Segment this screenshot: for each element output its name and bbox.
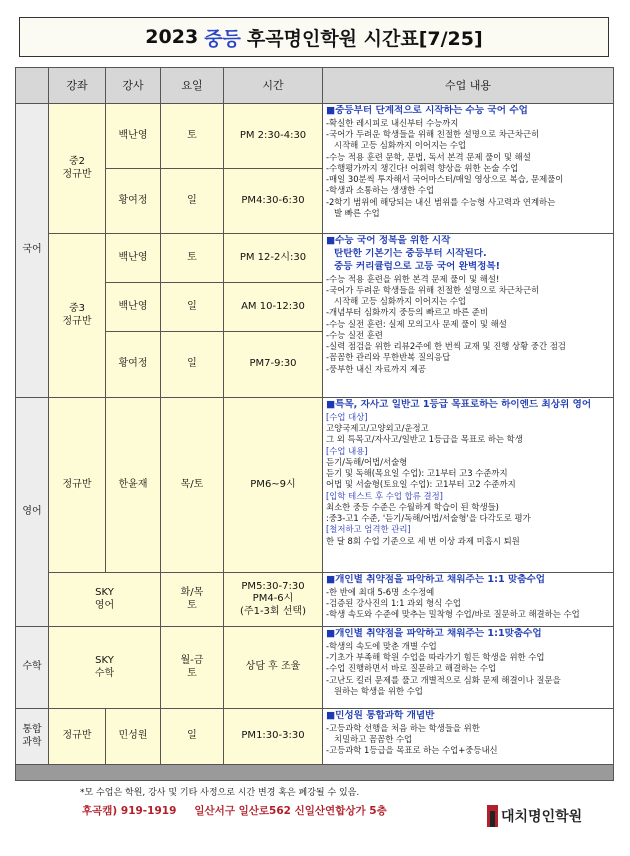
- content-line: -매일 30분씩 투자해서 국어마스터/매일 영상으로 복습, 문제풀이: [326, 174, 564, 185]
- content-line: 시작해 고등 심화까지 이어지는 수업: [334, 140, 467, 151]
- content-line: :중3-고1 수준, '듣기/독해/어법/서술형'을 다각도로 평가: [326, 513, 531, 524]
- course-science-regular: 정규반: [49, 709, 106, 765]
- header-teacher: 강사: [106, 68, 161, 104]
- content-line: ■특목, 자사고 일반고 1등급 목표로하는 하이엔드 최상위 영어: [326, 399, 592, 410]
- contact-info: [82, 803, 387, 818]
- time-cell: PM6~9시: [224, 398, 323, 573]
- content-english-regular: [323, 398, 614, 573]
- header-blank: [16, 68, 49, 104]
- logo-text: 대치명인학원: [501, 809, 583, 825]
- content-line: -2학기 범위에 해당되는 내신 범위를 수능형 사고력과 연계하는: [326, 196, 556, 207]
- content-line: 탄탄한 기본기는 중등부터 시작된다.: [334, 247, 487, 259]
- time-cell: PM5:30-7:30 PM4-6시 (주1-3회 선택): [224, 573, 323, 627]
- time-cell: PM 12-2시:30: [224, 234, 323, 283]
- content-line: -수능 적용 훈련을 위한 본격 문제 풀이 및 해설!: [326, 273, 500, 284]
- content-korean-g3: [323, 234, 614, 398]
- content-line: -실력 점검을 위한 리뷰2주에 한 번씩 교재 및 진행 상황 중간 점검: [326, 341, 566, 352]
- header-day: 요일: [161, 68, 224, 104]
- content-line: 발 빠른 수업: [334, 207, 380, 218]
- content-line: 그 외 특목고/자사고/일반고 1등급을 목표로 하는 학생: [326, 434, 523, 445]
- content-english-sky: [323, 573, 614, 627]
- content-line: -개념부터 심화까지 중등의 빠르고 바른 준비: [326, 307, 488, 318]
- content-line: ■민성원 통합과학 개념반: [326, 710, 435, 721]
- content-line: [철저하고 엄격한 관리]: [326, 524, 411, 535]
- content-line: -학생 속도와 수준에 맞추는 밀착형 수업/바로 질문하고 해결하는 수업: [326, 609, 580, 620]
- subject-english: 영어: [16, 398, 49, 627]
- content-line: -수능 적용 훈련 문학, 문법, 독서 본격 문제 풀이 및 해설: [326, 151, 531, 162]
- content-line: -풍부한 내신 자료까지 제공: [326, 363, 427, 374]
- day-cell: 일: [161, 283, 224, 332]
- course-english-regular: 정규반: [49, 398, 106, 573]
- content-line: 듣기 및 독해(목요일 수업): 고1부터 고3 수준까지: [326, 468, 508, 479]
- teacher-cell: 한윤재: [106, 398, 161, 573]
- course-korean-g3: 중3 정규반: [49, 234, 106, 398]
- header-content: 수업 내용: [323, 68, 614, 104]
- content-line: -학생의 속도에 맞춘 개별 수업: [326, 640, 437, 651]
- content-line: 고양국제고/고양외고/운정고: [326, 423, 429, 434]
- timetable: [15, 67, 614, 781]
- day-cell: 일: [161, 709, 224, 765]
- teacher-cell: 황여정: [106, 169, 161, 234]
- day-cell: 목/토: [161, 398, 224, 573]
- academy-logo: [487, 805, 582, 827]
- time-cell: PM 2:30-4:30: [224, 104, 323, 169]
- content-line: -확실한 레시피로 내신부터 수능까지: [326, 117, 459, 128]
- content-line: ■개인별 취약점을 파악하고 채워주는 1:1맞춤수업: [326, 628, 542, 639]
- schedule-change-note: *모 수업은 학원, 강사 및 기타 사정으로 시간 변경 혹은 폐강될 수 있음.: [80, 788, 360, 798]
- title-rest: 후곡명인학원 시간표[7/25]: [246, 27, 483, 50]
- content-math: [323, 627, 614, 709]
- table-footer-bar: [16, 765, 614, 781]
- header-course: 강좌: [49, 68, 106, 104]
- time-cell: PM1:30-3:30: [224, 709, 323, 765]
- title-level: 중등: [204, 27, 241, 50]
- content-line: -수능 실전 훈련: 실제 모의고사 문제 풀이 및 해설: [326, 318, 507, 329]
- content-line: 치밀하고 꼼꼼한 수업: [334, 734, 413, 745]
- content-line: -한 반에 최대 5-6명 소수정예: [326, 586, 435, 597]
- time-cell: 상담 후 조율: [224, 627, 323, 709]
- contact-address: 일산서구 일산로562 신일산연합상가 5층: [194, 805, 387, 817]
- content-line: -고등과학 선행을 처음 하는 학생들을 위한: [326, 722, 480, 733]
- time-cell: AM 10-12:30: [224, 283, 323, 332]
- day-cell: 일: [161, 332, 224, 398]
- content-science: [323, 709, 614, 765]
- content-line: -수업 진행하면서 바로 질문하고 해결하는 수업: [326, 663, 497, 674]
- time-cell: PM7-9:30: [224, 332, 323, 398]
- content-line: 중등 커리큘럼으로 고등 국어 완벽정복!: [334, 260, 501, 272]
- teacher-cell: 민성원: [106, 709, 161, 765]
- content-line: [수업 대상]: [326, 411, 368, 422]
- content-line: -꼼꼼한 관리와 무한반복 질의응답: [326, 352, 451, 363]
- contact-phone: 후곡캠) 919-1919: [82, 805, 177, 817]
- content-line: -고등과학 1등급을 목표로 하는 수업+중등내신: [326, 745, 498, 756]
- header-time: 시간: [224, 68, 323, 104]
- course-math-sky: SKY 수학: [49, 627, 161, 709]
- content-line: 한 달 8회 수업 기준으로 세 번 이상 과제 미흡시 퇴원: [326, 535, 520, 546]
- subject-science: 통합 과학: [16, 709, 49, 765]
- content-line: ■중등부터 단계적으로 시작하는 수능 국어 수업: [326, 105, 528, 116]
- content-line: [수업 내용]: [326, 445, 368, 456]
- teacher-cell: 황여정: [106, 332, 161, 398]
- content-line: -검증된 강사진의 1:1 과외 형식 수업: [326, 598, 461, 609]
- content-line: 원하는 학생을 위한 수업: [334, 685, 423, 696]
- day-cell: 일: [161, 169, 224, 234]
- content-line: 최소한 중등 수준은 수월하게 학습이 된 학생들): [326, 501, 499, 512]
- content-line: [입학 테스트 후 수업 합류 결정]: [326, 490, 443, 501]
- logo-icon: [487, 805, 498, 827]
- content-line: 듣기/독해/어법/서술형: [326, 456, 408, 467]
- content-korean-g2: [323, 104, 614, 234]
- content-line: ■수능 국어 정복을 위한 시작: [326, 235, 451, 246]
- content-line: -기초가 부족해 학원 수업을 따라가기 힘든 학생을 위한 수업: [326, 652, 545, 663]
- teacher-cell: 백난영: [106, 104, 161, 169]
- content-line: ■개인별 취약점을 파악하고 채워주는 1:1 맞춤수업: [326, 574, 546, 585]
- day-cell: 토: [161, 104, 224, 169]
- content-line: 어법 및 서술형(토요일 수업): 고1부터 고2 수준까지: [326, 479, 516, 490]
- day-cell: 토: [161, 234, 224, 283]
- content-line: -고난도 킬러 문제를 풀고 개별적으로 심화 문제 해결이나 질문을: [326, 674, 561, 685]
- subject-math: 수학: [16, 627, 49, 709]
- content-line: -학생과 소통하는 생생한 수업: [326, 185, 435, 196]
- day-cell: 화/목 토: [161, 573, 224, 627]
- subject-korean: 국어: [16, 104, 49, 398]
- course-english-sky: SKY 영어: [49, 573, 161, 627]
- title-year: 2023: [145, 26, 199, 48]
- teacher-cell: 백난영: [106, 234, 161, 283]
- page-title: [19, 17, 609, 57]
- teacher-cell: 백난영: [106, 283, 161, 332]
- content-line: -국어가 두려운 학생들을 위해 친절한 설명으로 차근차근히: [326, 129, 540, 140]
- course-korean-g2: 중2 정규반: [49, 104, 106, 234]
- content-line: -국어가 두려운 학생들을 위해 친절한 설명으로 차근차근히: [326, 284, 540, 295]
- content-line: -수행평가까지 챙긴다! 어휘력 향상을 위한 논술 수업: [326, 162, 519, 173]
- content-line: -수능 실전 훈련: [326, 329, 383, 340]
- time-cell: PM4:30-6:30: [224, 169, 323, 234]
- day-cell: 월-금 토: [161, 627, 224, 709]
- content-line: 시작해 고등 심화까지 이어지는 수업: [334, 296, 467, 307]
